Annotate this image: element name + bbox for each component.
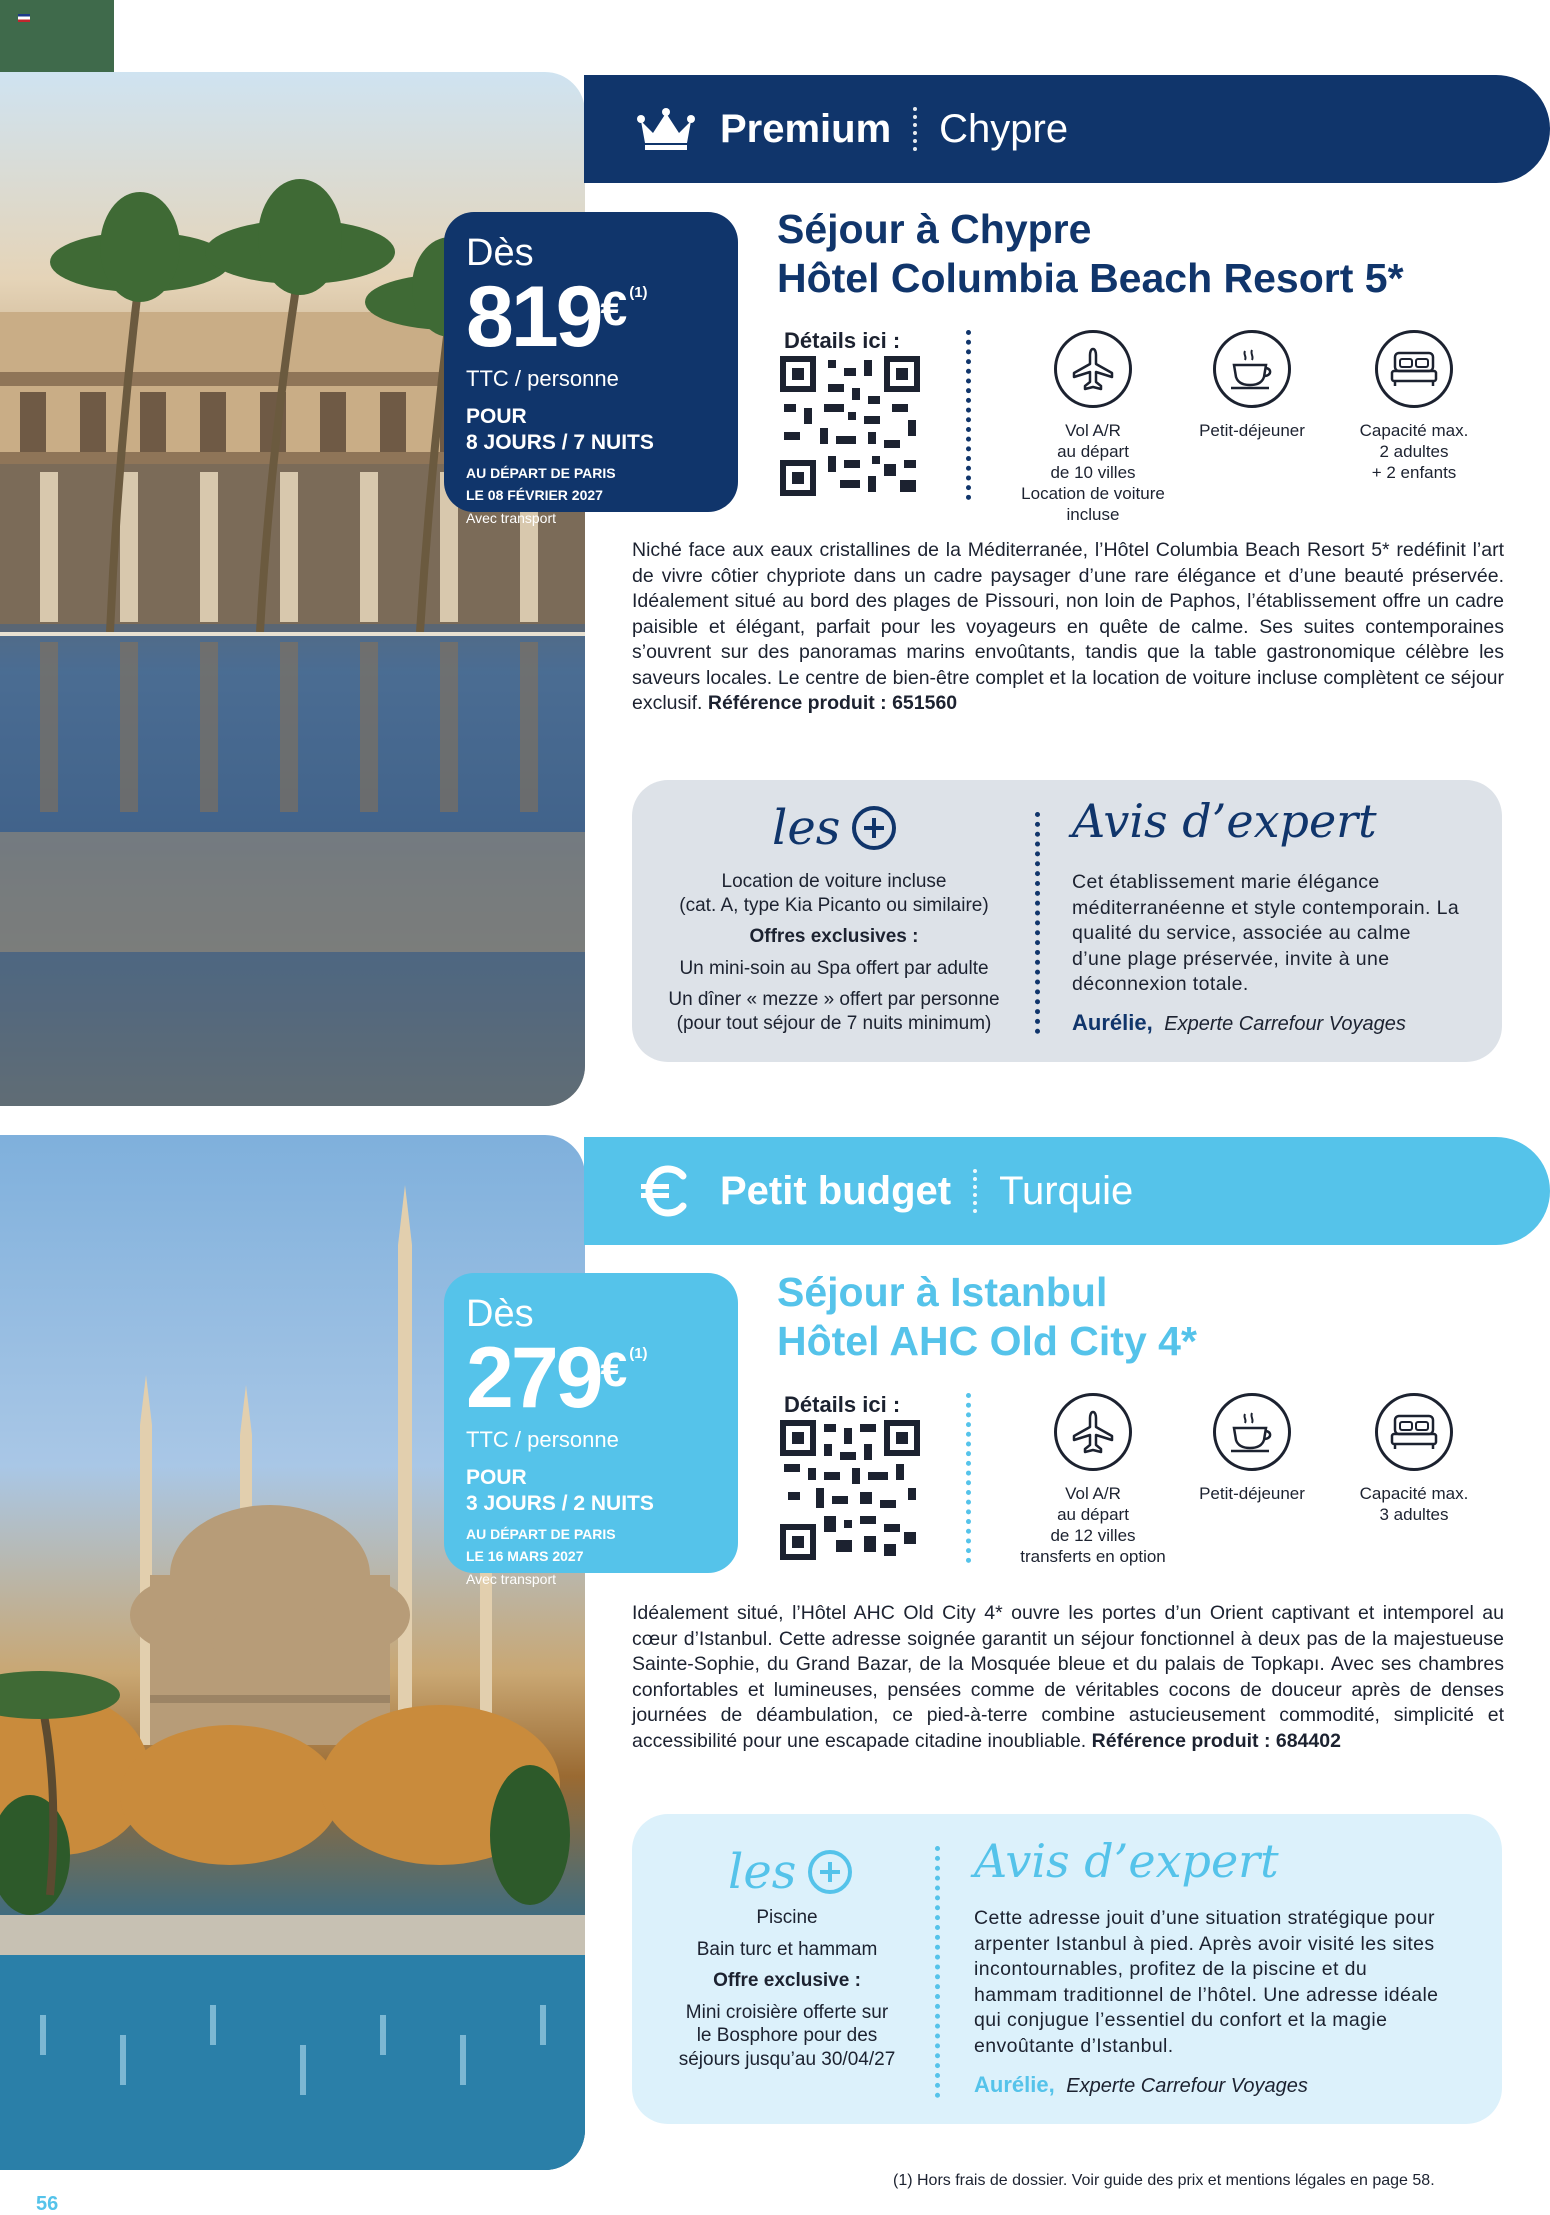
expert-role: Experte Carrefour Voyages bbox=[1164, 1013, 1406, 1035]
feature-line: de 10 villes bbox=[1050, 463, 1136, 482]
stay-duration: 8 JOURS / 7 NUITS bbox=[466, 431, 654, 454]
feature-line: Vol A/R bbox=[1065, 1484, 1121, 1503]
offer-title-line2: Hôtel Columbia Beach Resort 5* bbox=[777, 255, 1404, 301]
price-currency: € bbox=[600, 283, 628, 336]
price-prefix: Dès bbox=[466, 1293, 534, 1335]
offer-title-line1: Séjour à Istanbul bbox=[777, 1269, 1108, 1315]
coffee-cup-icon bbox=[1213, 1393, 1291, 1471]
stay-pour: POUR bbox=[466, 405, 527, 428]
qr-divider bbox=[966, 1393, 971, 1563]
category-destination: Chypre bbox=[939, 106, 1069, 151]
offer-title bbox=[777, 1268, 1197, 1366]
depart-city: AU DÉPART DE PARIS bbox=[466, 465, 616, 481]
feature-breakfast bbox=[1162, 1393, 1342, 1504]
expert-name: Aurélie, bbox=[1072, 1010, 1153, 1035]
feature-line: transferts en option bbox=[1020, 1547, 1166, 1566]
qr-divider bbox=[966, 330, 971, 500]
expert-signature bbox=[1072, 1010, 1406, 1036]
plus-item: Location de voiture incluse (cat. A, type Kia Picanto ou similaire) bbox=[679, 871, 989, 916]
offer-description bbox=[632, 538, 1504, 717]
qr-label: Détails ici : bbox=[784, 1392, 901, 1417]
plus-title-text: les bbox=[772, 800, 841, 856]
plane-icon bbox=[1054, 1393, 1132, 1471]
plane-icon bbox=[1054, 330, 1132, 408]
expert-divider bbox=[1035, 812, 1040, 1034]
feature-line: Petit-déjeuner bbox=[1199, 1484, 1305, 1503]
euro-icon bbox=[636, 1161, 696, 1221]
expert-title: Avis d’expert bbox=[1072, 794, 1377, 848]
feature-line: de 12 villes bbox=[1050, 1526, 1136, 1545]
category-destination: Turquie bbox=[999, 1168, 1134, 1213]
plus-item: Bain turc et hammam bbox=[696, 1938, 878, 1960]
crown-icon bbox=[636, 99, 696, 159]
qr-label: Détails ici : bbox=[784, 328, 901, 353]
price-note: (1) bbox=[629, 1345, 648, 1362]
feature-flight bbox=[1003, 330, 1183, 525]
feature-line: au départ bbox=[1057, 442, 1129, 461]
plus-item: Piscine bbox=[756, 1907, 818, 1928]
price-amount: 819 bbox=[466, 269, 601, 365]
plus-title bbox=[772, 800, 896, 856]
plus-item-heading: Offre exclusive : bbox=[713, 1970, 861, 1991]
plus-circle-icon bbox=[808, 1850, 852, 1894]
price-box bbox=[444, 1273, 738, 1587]
expert-text: Cette adresse jouit d’une situation stratégique pour arpenter Istanbul à pied. Après avoir visité les sites incontournables, profitez de la piscine et du hammam traditionnel de l’hôtel. Une adresse idéale qui conjugue l’essentiel du confort et la magie envoûtante d’Istanbul. bbox=[974, 1907, 1439, 2057]
price-note: (1) bbox=[629, 284, 648, 301]
category-bar-premium bbox=[584, 75, 1550, 183]
offer-description bbox=[632, 1601, 1504, 1754]
depart-city: AU DÉPART DE PARIS bbox=[466, 1526, 616, 1542]
transport-note: Avec transport bbox=[466, 1571, 557, 1587]
offer-title-line2: Hôtel AHC Old City 4* bbox=[777, 1318, 1197, 1364]
price-currency: € bbox=[600, 1344, 628, 1397]
plus-list bbox=[654, 870, 1014, 1043]
category-bar-petit-budget bbox=[584, 1137, 1550, 1245]
depart-date: LE 16 MARS 2027 bbox=[466, 1548, 584, 1564]
feature-capacity bbox=[1324, 330, 1504, 483]
category-divider bbox=[973, 1169, 977, 1213]
price bbox=[466, 1330, 738, 1426]
transport-note: Avec transport bbox=[466, 510, 557, 526]
price-unit: TTC / personne bbox=[466, 1427, 619, 1452]
expert-signature bbox=[974, 2072, 1308, 2098]
plus-item: Un dîner « mezze » offert par personne (pour tout séjour de 7 nuits minimum) bbox=[668, 989, 1000, 1034]
feature-line: Vol A/R bbox=[1065, 421, 1121, 440]
product-reference: Référence produit : 684402 bbox=[1091, 1729, 1341, 1752]
footnote: (1) Hors frais de dossier. Voir guide des prix et mentions légales en page 58. bbox=[893, 2172, 1435, 2189]
expert-title: Avis d’expert bbox=[974, 1834, 1279, 1888]
info-box bbox=[632, 780, 1502, 1062]
expert-role: Experte Carrefour Voyages bbox=[1066, 2075, 1308, 2097]
bed-icon bbox=[1375, 330, 1453, 408]
category-divider bbox=[913, 107, 917, 151]
feature-line: + 2 enfants bbox=[1371, 463, 1457, 482]
feature-breakfast bbox=[1162, 330, 1342, 441]
bed-icon bbox=[1375, 1393, 1453, 1471]
expert-text: Cet établissement marie élégance méditerranéenne et style contemporain. La qualité du service, associée au calme d’une plage préservée, invite à une déconnexion totale. bbox=[1072, 871, 1460, 995]
feature-line: incluse bbox=[1066, 505, 1120, 524]
plus-title-text: les bbox=[728, 1844, 797, 1900]
offer-title bbox=[777, 205, 1404, 303]
description-text: Idéalement situé, l’Hôtel AHC Old City 4* ouvre les portes d’un Orient captivant et intemporel au cœur d’Istanbul. Cette adresse soignée garantit un séjour fonctionnel à deux pas de la majestueuse Sainte-Sophie, du Grand Bazar, de la Mosquée bleue et du palais de Topkapı. Avec ses chambres confortables et lumineuses, pensées comme de véritables cocons de douceur après de denses journées de déambulation, ce pied-à-terre combine astucieusement commodité, simplicité et accessibilité pour une escapade citadine inoubliable. bbox=[632, 1602, 1504, 1752]
feature-line: Location de voiture bbox=[1021, 484, 1165, 503]
price bbox=[466, 269, 738, 365]
price-amount: 279 bbox=[466, 1330, 601, 1426]
plus-list bbox=[652, 1906, 922, 2079]
feature-line: au départ bbox=[1057, 1505, 1129, 1524]
coffee-cup-icon bbox=[1213, 330, 1291, 408]
page-number: 56 bbox=[36, 2193, 59, 2215]
plus-item: Mini croisière offerte sur le Bosphore pour des séjours jusqu’au 30/04/27 bbox=[678, 2001, 896, 2070]
category-name: Premium bbox=[720, 106, 892, 151]
plus-item-heading: Offres exclusives : bbox=[749, 926, 919, 947]
qr-code[interactable] bbox=[780, 356, 920, 496]
expert-name: Aurélie, bbox=[974, 2072, 1055, 2097]
plus-circle-icon bbox=[852, 806, 896, 850]
flag-icon bbox=[18, 14, 30, 22]
feature-line: 2 adultes bbox=[1379, 442, 1449, 461]
depart-date: LE 08 FÉVRIER 2027 bbox=[466, 487, 603, 503]
stay-duration: 3 JOURS / 2 NUITS bbox=[466, 1492, 654, 1515]
price-box bbox=[444, 212, 738, 526]
feature-capacity bbox=[1324, 1393, 1504, 1525]
price-unit: TTC / personne bbox=[466, 366, 619, 391]
qr-code[interactable] bbox=[780, 1420, 920, 1560]
offer-title-line1: Séjour à Chypre bbox=[777, 206, 1092, 252]
feature-flight bbox=[1003, 1393, 1183, 1567]
feature-line: 3 adultes bbox=[1379, 1505, 1449, 1524]
price-prefix: Dès bbox=[466, 232, 534, 274]
stay-pour: POUR bbox=[466, 1466, 527, 1489]
product-reference: Référence produit : 651560 bbox=[707, 692, 958, 714]
feature-line: Capacité max. bbox=[1359, 1484, 1469, 1503]
feature-line: Capacité max. bbox=[1359, 421, 1469, 440]
plus-title bbox=[728, 1844, 852, 1900]
plus-item: Un mini-soin au Spa offert par adulte bbox=[679, 957, 989, 979]
description-text: Niché face aux eaux cristallines de la Méditerranée, l’Hôtel Columbia Beach Resort 5* redéfinit l’art de vivre côtier chypriote dans un cadre paysager d’une rare élégance et d’une beauté préservée. Idéalement situé au bord des plages de Pissouri, non loin de Paphos, l’établissement offre un cadre paisible et élégant, parfait pour les voyageurs en quête de calme. Ses suites contemporaines s’ouvrent sur des panoramas marins envoûtants, tandis que la table gastronomique célèbre les saveurs locales. Le centre de bien-être complet et la location de voiture incluse complètent ce séjour exclusif. bbox=[632, 539, 1504, 714]
info-box bbox=[632, 1814, 1502, 2124]
expert-divider bbox=[935, 1846, 940, 2098]
feature-line: Petit-déjeuner bbox=[1199, 421, 1305, 440]
category-name: Petit budget bbox=[720, 1168, 952, 1213]
